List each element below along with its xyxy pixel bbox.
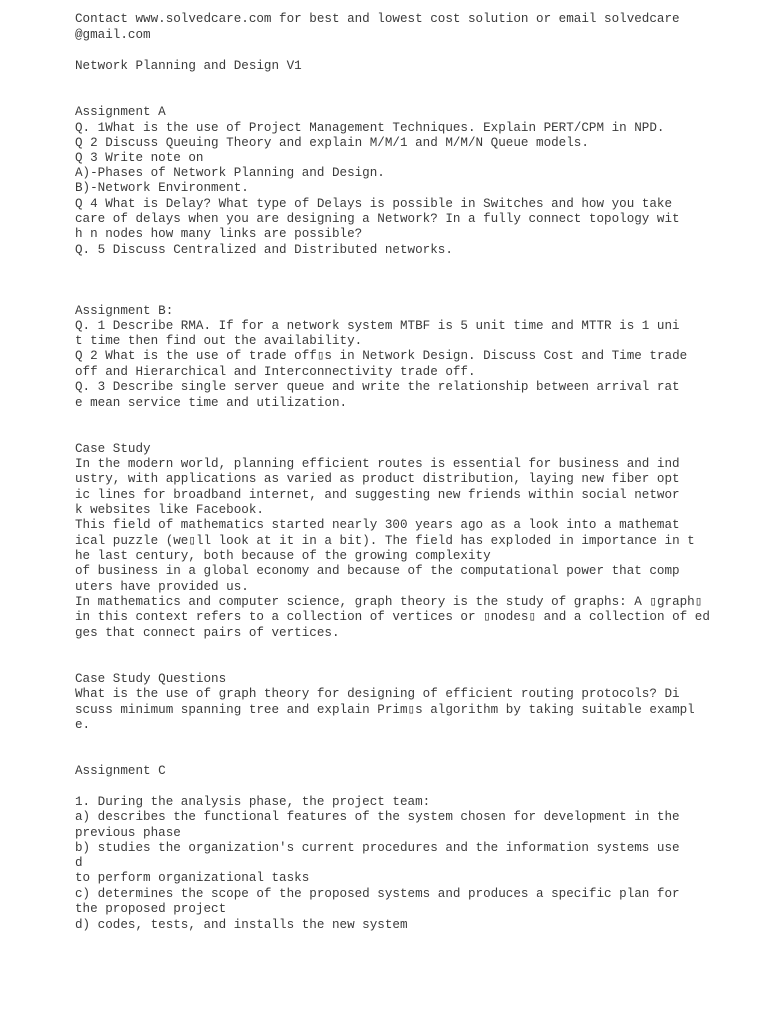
text-line: h n nodes how many links are possible? [75,227,363,241]
text-line: In the modern world, planning efficient routes is essential for business and ind [75,457,680,471]
text-line: e mean service time and utilization. [75,396,348,410]
text-line: Q 2 Discuss Queuing Theory and explain M/M/1 and M/M/N Queue models. [75,136,589,150]
text-line: d [75,856,83,870]
text-line: Q. 1 Describe RMA. If for a network system MTBF is 5 unit time and MTTR is 1 uni [75,319,680,333]
text-line: B)-Network Environment. [75,181,249,195]
assignment-c-heading: Assignment C [75,764,166,778]
text-line: ic lines for broadband internet, and suggesting new friends within social networ [75,488,680,502]
text-line: In mathematics and computer science, graph theory is the study of graphs: A ▯graph▯ [75,595,703,609]
text-line: in this context refers to a collection of vertices or ▯nodes▯ and a collection of ed [75,610,710,624]
text-line: e. [75,718,91,732]
text-line: k websites like Facebook. [75,503,264,517]
contact-line-1: Contact www.solvedcare.com for best and lowest cost solution or email solvedcare [75,12,680,26]
assignment-b-heading: Assignment B: [75,304,174,318]
text-line: 1. During the analysis phase, the project team: [75,795,431,809]
text-line: b) studies the organization's current procedures and the information systems use [75,841,680,855]
text-line: ical puzzle (we▯ll look at it in a bit). The field has exploded in importance in t [75,534,695,548]
text-line: Q. 3 Describe single server queue and write the relationship between arrival rat [75,380,680,394]
document-title: Network Planning and Design V1 [75,59,302,73]
text-line: he last century, both because of the growing complexity [75,549,491,563]
text-line: to perform organizational tasks [75,871,310,885]
text-line: ustry, with applications as varied as product distribution, laying new fiber opt [75,472,680,486]
text-line: d) codes, tests, and installs the new system [75,918,408,932]
text-line: Q. 5 Discuss Centralized and Distributed networks. [75,243,453,257]
text-line: c) determines the scope of the proposed systems and produces a specific plan for [75,887,680,901]
text-line: care of delays when you are designing a Network? In a fully connect topology wit [75,212,680,226]
text-line: Q 2 What is the use of trade off▯s in Network Design. Discuss Cost and Time trade [75,349,688,363]
text-line: scuss minimum spanning tree and explain Prim▯s algorithm by taking suitable exampl [75,703,695,717]
text-line: a) describes the functional features of the system chosen for development in the [75,810,680,824]
text-line: Q 4 What is Delay? What type of Delays is possible in Switches and how you take [75,197,673,211]
assignment-a-heading: Assignment A [75,105,166,119]
contact-line-2: @gmail.com [75,28,151,42]
text-line: previous phase [75,826,181,840]
text-line: This field of mathematics started nearly 300 years ago as a look into a mathemat [75,518,680,532]
text-line: A)-Phases of Network Planning and Design. [75,166,385,180]
text-line: the proposed project [75,902,227,916]
text-line: off and Hierarchical and Interconnectivity trade off. [75,365,476,379]
text-line: Q. 1What is the use of Project Management Techniques. Explain PERT/CPM in NPD. [75,121,665,135]
text-line: t time then find out the availability. [75,334,363,348]
text-line: uters have provided us. [75,580,249,594]
text-line: ges that connect pairs of vertices. [75,626,340,640]
text-line: What is the use of graph theory for designing of efficient routing protocols? Di [75,687,680,701]
case-study-questions-heading: Case Study Questions [75,672,227,686]
text-line: Q 3 Write note on [75,151,204,165]
case-study-heading: Case Study [75,442,151,456]
text-line: of business in a global economy and because of the computational power that comp [75,564,680,578]
